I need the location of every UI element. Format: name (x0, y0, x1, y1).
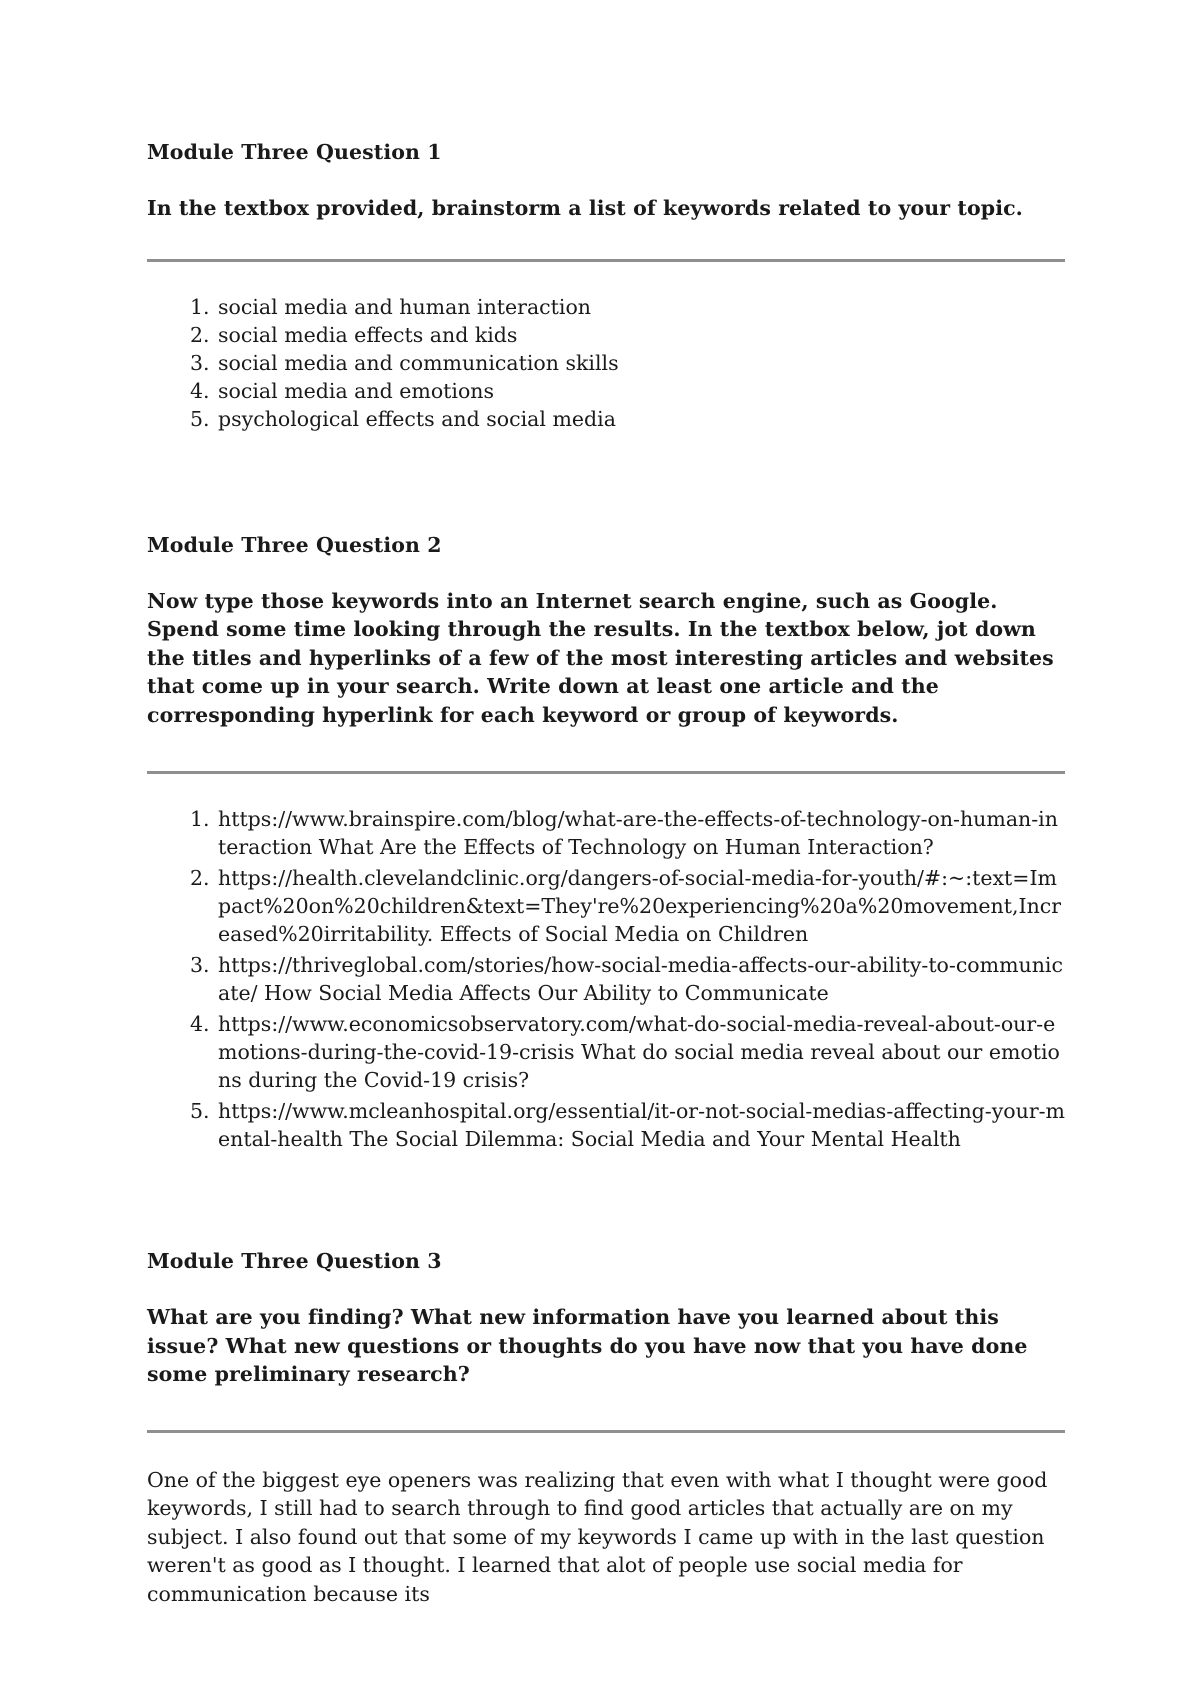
list-item-number: 3. (190, 953, 210, 977)
list-item-text: social media and communication skills (218, 350, 619, 375)
question-1-prompt: In the textbox provided, brainstorm a list of keywords related to your topic. (147, 196, 1023, 220)
list-item-number: 1. (190, 294, 210, 319)
list-item-text: social media effects and kids (218, 322, 518, 347)
question-1-section (147, 138, 1065, 433)
answer-divider (147, 771, 1065, 774)
list-item-text: psychological effects and social media (218, 406, 616, 431)
list-item-text: https://www.economicsobservatory.com/what-do-social-media-reveal-about-our-emotions-during-the-covid-19-crisis What do social media reveal about our emotions during the Covid-19 crisis? (218, 1012, 1060, 1092)
question-2-answer-list (147, 805, 1065, 1153)
list-item (190, 1097, 1065, 1153)
list-item-text: social media and human interaction (218, 294, 592, 319)
list-item (190, 293, 1065, 321)
question-3-section (147, 1247, 1065, 1608)
answer-divider (147, 1430, 1065, 1433)
list-item-number: 4. (190, 1012, 210, 1036)
list-item (190, 377, 1065, 405)
list-item-text: https://www.brainspire.com/blog/what-are-the-effects-of-technology-on-human-interaction What Are the Effects of Technology on Human Interaction? (218, 807, 1058, 859)
list-item (190, 321, 1065, 349)
question-3-title: Module Three Question 3 (147, 1249, 442, 1273)
list-item-number: 2. (190, 322, 210, 347)
list-item (190, 951, 1065, 1007)
list-item-text: social media and emotions (218, 378, 495, 403)
question-1-title: Module Three Question 1 (147, 140, 442, 164)
answer-divider (147, 259, 1065, 262)
question-3-answer-text: One of the biggest eye openers was realizing that even with what I thought were good keywords, I still had to search through to find good articles that actually are on my subject. I also found out that some of my keywords I came up with in the last question weren't as good as I thought. I learned that alot of people use social media for communication because its (147, 1467, 1048, 1606)
list-item (190, 805, 1065, 861)
question-2-prompt: Now type those keywords into an Internet search engine, such as Google. Spend some time looking through the results. In the textbox below, jot down the titles and hyperlinks of a few of the most interesting articles and websites that come up in your search. Write down at least one article and the corresponding hyperlink for each keyword or group of keywords. (147, 588, 1054, 727)
list-item-number: 2. (190, 866, 210, 890)
list-item-number: 5. (190, 406, 210, 431)
question-2-title: Module Three Question 2 (147, 532, 442, 557)
list-item-text: https://www.mcleanhospital.org/essential/it-or-not-social-medias-affecting-your-mental-health The Social Dilemma: Social Media and Your Mental Health (218, 1099, 1065, 1151)
list-item-text: https://health.clevelandclinic.org/dangers-of-social-media-for-youth/#:~:text=Impact%20on%20children&text=They're%20experiencing%20a%20movement,Increased%20irritability. Effects of Social Media on Children (218, 866, 1062, 946)
list-item-number: 5. (190, 1099, 210, 1123)
list-item (190, 349, 1065, 377)
document-content (147, 138, 1065, 1608)
list-item (190, 864, 1065, 948)
question-3-prompt: What are you finding? What new information have you learned about this issue? What new questions or thoughts do you have now that you have done some preliminary research? (147, 1305, 1028, 1386)
list-item (190, 1010, 1065, 1094)
list-item-number: 3. (190, 350, 210, 375)
list-item-text: https://thriveglobal.com/stories/how-social-media-affects-our-ability-to-communicate/ How Social Media Affects Our Ability to Communicate (218, 953, 1063, 1005)
list-item-number: 4. (190, 378, 210, 403)
question-2-section (147, 531, 1065, 1154)
question-1-answer-list (147, 293, 1065, 433)
list-item (190, 405, 1065, 433)
list-item-number: 1. (190, 807, 210, 831)
